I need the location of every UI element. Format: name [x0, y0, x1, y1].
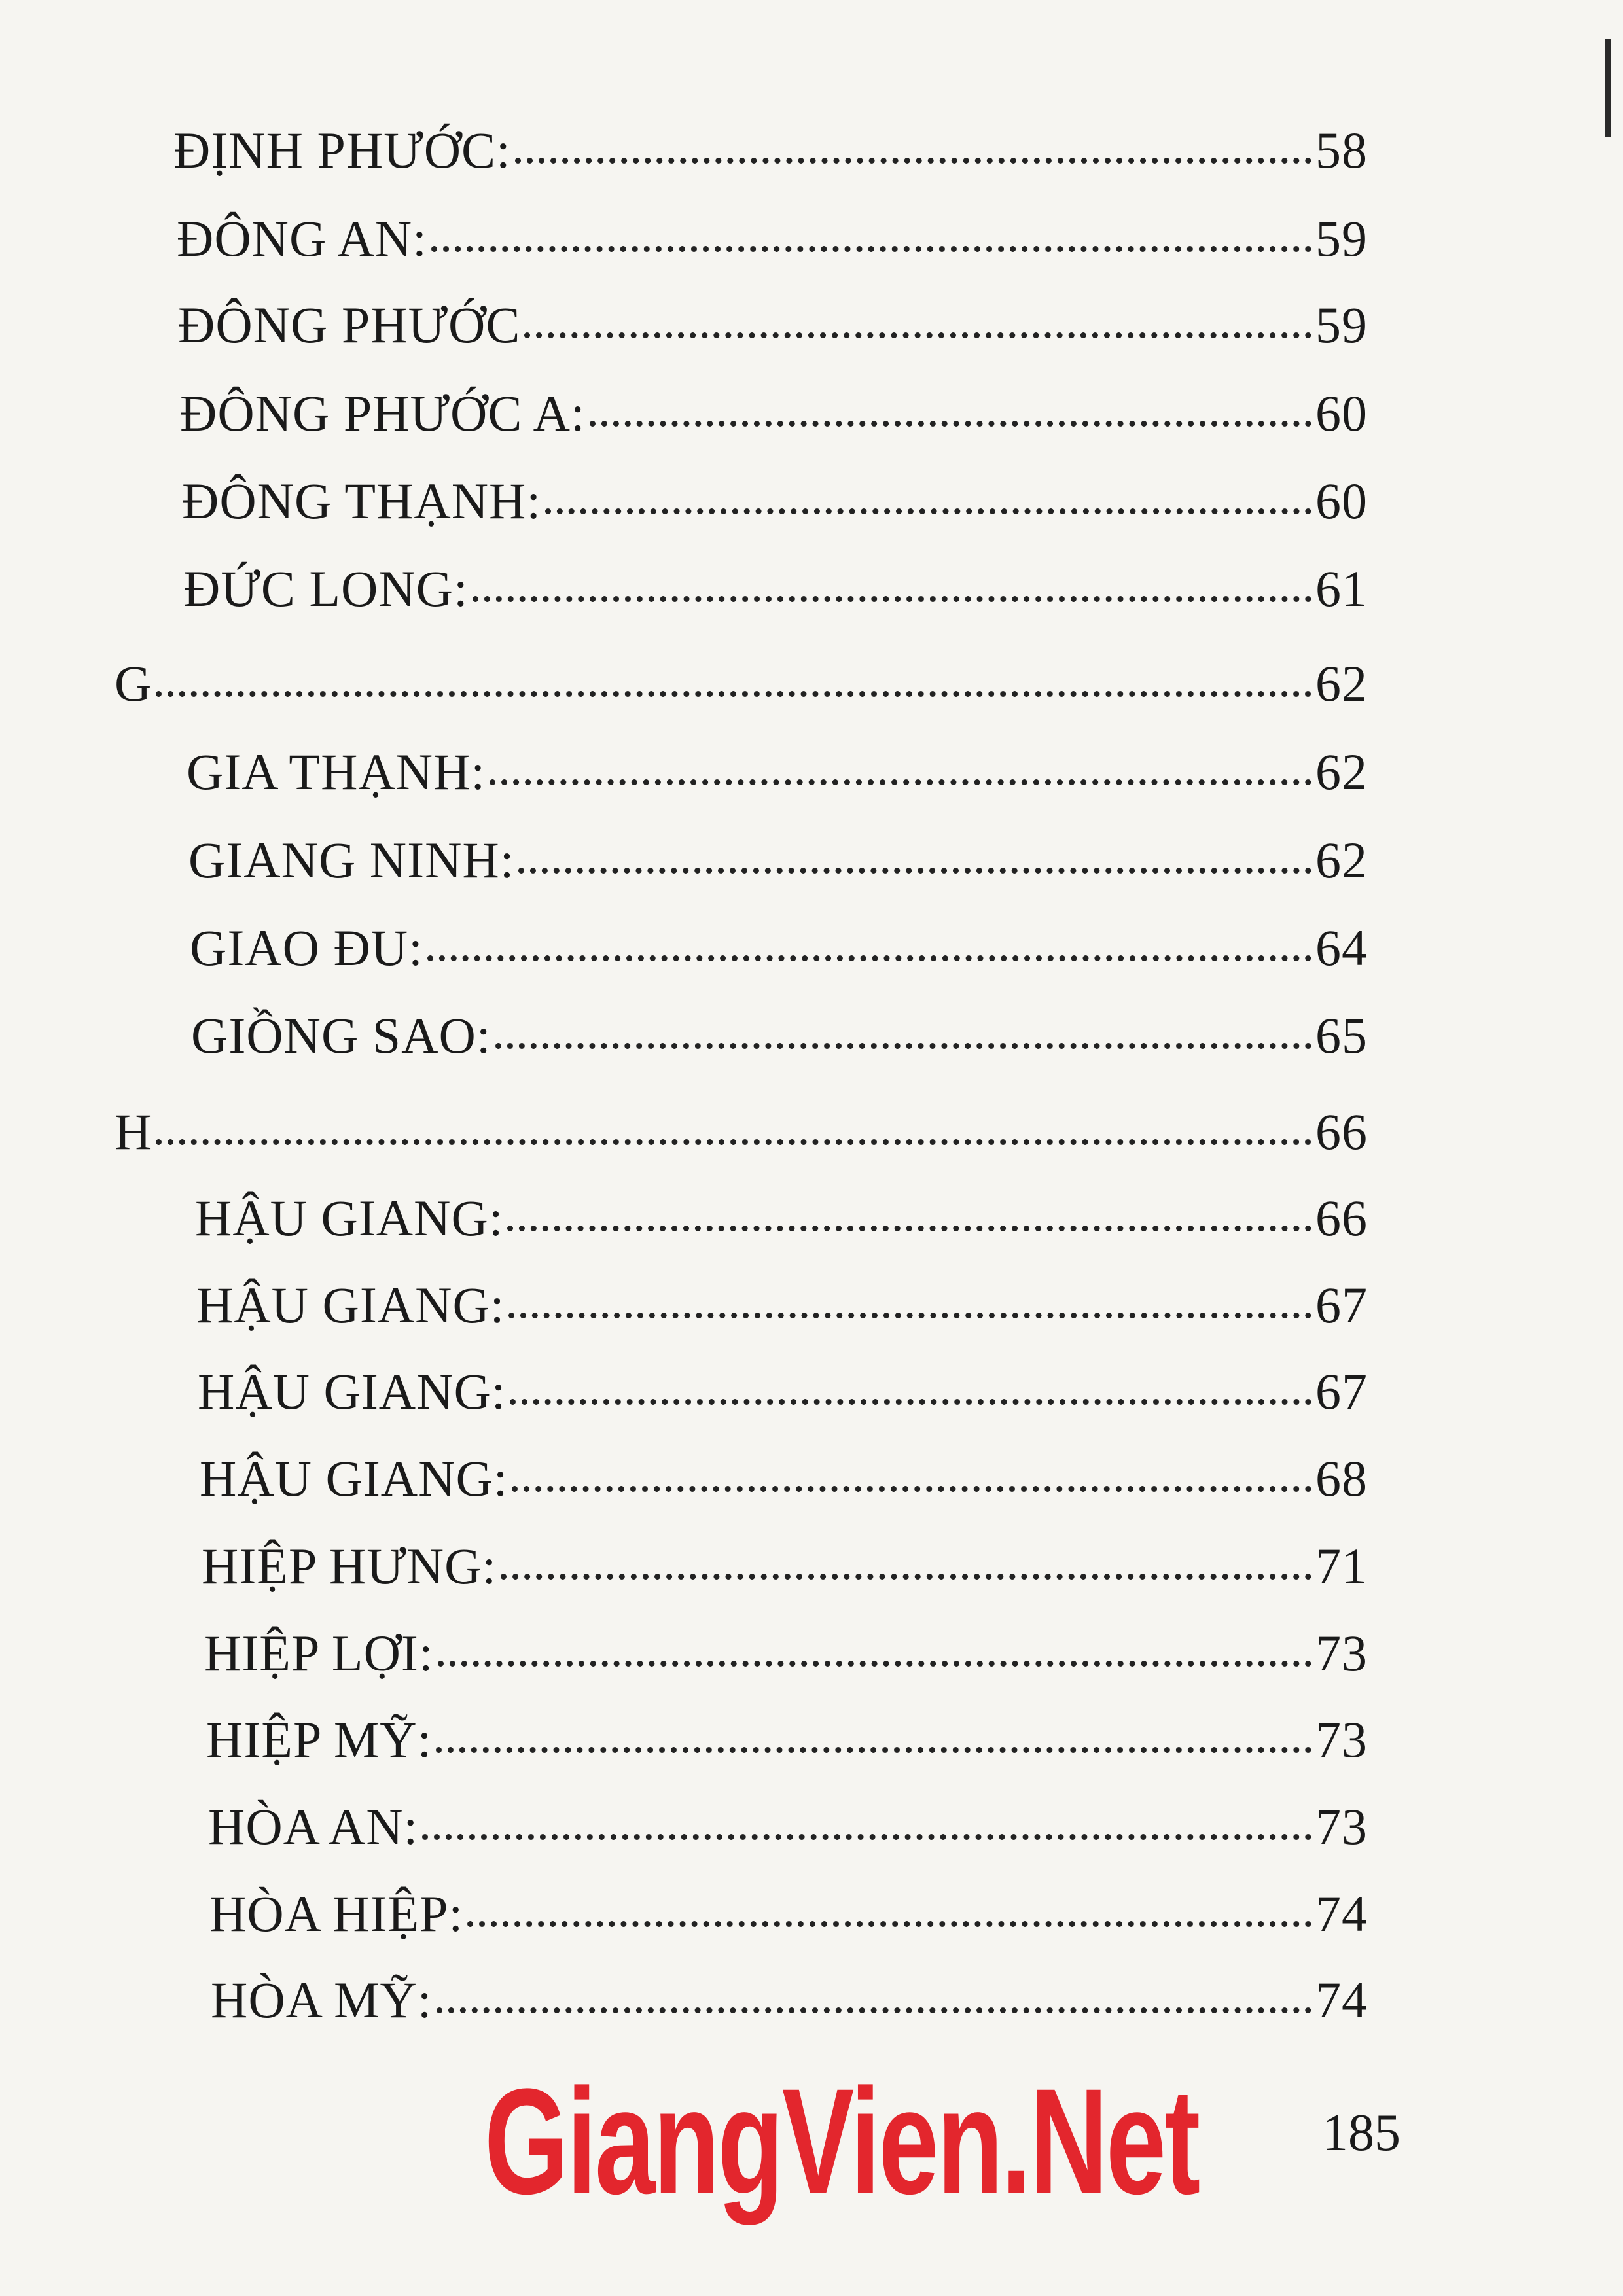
- toc-entry-page: 66: [1315, 1190, 1368, 1246]
- toc-entry-page: 73: [1315, 1711, 1368, 1768]
- toc-entry: [195, 1189, 1368, 1261]
- toc-entry-label: ĐÔNG PHƯỚC A:: [180, 385, 586, 442]
- dot-leader: [495, 1043, 1312, 1049]
- dot-leader: [508, 1313, 1311, 1318]
- toc-entry-label: ĐỨC LONG:: [183, 560, 469, 617]
- dot-leader: [510, 1399, 1311, 1405]
- dot-leader: [436, 1747, 1311, 1753]
- toc-entry-page: 60: [1315, 472, 1368, 529]
- dot-leader: [515, 158, 1311, 164]
- toc-entry: [187, 743, 1368, 815]
- toc-entry-page: 64: [1315, 919, 1368, 976]
- dot-leader: [501, 1574, 1311, 1580]
- toc-entry-page: 73: [1315, 1798, 1368, 1855]
- toc-entry-label: HÒA AN:: [208, 1798, 419, 1855]
- toc-entry: [183, 559, 1368, 631]
- dot-leader: [431, 246, 1311, 252]
- toc-entry-label: GIANG NINH:: [188, 832, 515, 889]
- toc-entry-label: HẬU GIANG:: [196, 1277, 505, 1333]
- toc-section-heading: [115, 654, 1368, 726]
- toc-entry-label: HIỆP MỸ:: [206, 1711, 433, 1768]
- toc-entry-label: G: [115, 655, 152, 712]
- toc-entry: [190, 919, 1368, 991]
- toc-entry: [177, 209, 1368, 281]
- toc-entry-label: HÒA MỸ:: [211, 1971, 433, 2028]
- toc-entry-page: 65: [1315, 1007, 1368, 1064]
- toc-entry-label: HÒA HIỆP:: [209, 1885, 464, 1942]
- toc-entry-label: HẬU GIANG:: [200, 1450, 508, 1507]
- dot-leader: [438, 1661, 1311, 1667]
- toc-entry: [204, 1624, 1368, 1696]
- toc-entry-page: 74: [1315, 1885, 1368, 1942]
- toc-entry-page: 62: [1315, 832, 1368, 889]
- watermark-logo: GiangVien.Net: [484, 2057, 1199, 2225]
- toc-entry-label: HIỆP LỢI:: [204, 1625, 434, 1682]
- dot-leader: [507, 1226, 1311, 1231]
- dot-leader: [427, 955, 1311, 961]
- toc-entry: [180, 384, 1368, 456]
- toc-entry: [202, 1537, 1368, 1609]
- toc-entry-label: ĐÔNG AN:: [177, 210, 427, 267]
- dot-leader: [473, 596, 1311, 602]
- toc-entry: [182, 472, 1368, 544]
- toc-entry: [188, 831, 1368, 903]
- toc-entry-page: 59: [1315, 296, 1368, 353]
- toc-entry: [196, 1276, 1368, 1348]
- toc-entry-label: HẬU GIANG:: [195, 1190, 504, 1246]
- toc-entry-page: 74: [1315, 1971, 1368, 2028]
- toc-entry-label: GIA THẠNH:: [187, 743, 486, 800]
- toc-entry: [208, 1797, 1368, 1869]
- toc-entry-page: 62: [1315, 655, 1368, 712]
- toc-entry-page: 60: [1315, 385, 1368, 442]
- toc-entry: [173, 121, 1368, 193]
- toc-entry-page: 67: [1315, 1363, 1368, 1420]
- toc-entry-label: HẬU GIANG:: [198, 1363, 507, 1420]
- toc-entry-label: GIỒNG SAO:: [191, 1007, 491, 1064]
- toc-entry-label: GIAO ĐU:: [190, 919, 423, 976]
- toc-entry-page: 59: [1315, 210, 1368, 267]
- dot-leader: [490, 779, 1311, 785]
- page-number: 185: [1322, 2104, 1400, 2162]
- dot-leader: [524, 332, 1311, 338]
- dot-leader: [156, 1139, 1311, 1145]
- dot-leader: [437, 2007, 1311, 2013]
- toc-entry-page: 68: [1315, 1450, 1368, 1507]
- toc-section-heading: [115, 1103, 1368, 1174]
- toc-entry-page: 73: [1315, 1625, 1368, 1682]
- toc-entry: [209, 1884, 1368, 1956]
- toc-entry-label: HIỆP HƯNG:: [202, 1538, 497, 1595]
- toc-entry-page: 66: [1315, 1103, 1368, 1160]
- toc-entry: [200, 1449, 1368, 1521]
- toc-entry: [178, 296, 1368, 368]
- toc-entry-label: ĐỊNH PHƯỚC:: [173, 122, 511, 179]
- dot-leader: [545, 508, 1311, 514]
- toc-entry: [191, 1006, 1368, 1078]
- toc-entry: [211, 1971, 1368, 2043]
- toc-entry-label: ĐÔNG THẠNH:: [182, 472, 542, 529]
- toc-entry-page: 62: [1315, 743, 1368, 800]
- toc-entry-page: 58: [1315, 122, 1368, 179]
- toc-entry-page: 67: [1315, 1277, 1368, 1333]
- toc-entry: [198, 1362, 1368, 1434]
- toc-entry-label: H: [115, 1103, 152, 1160]
- dot-leader: [512, 1486, 1311, 1492]
- toc-entry-page: 71: [1315, 1538, 1368, 1595]
- dot-leader: [467, 1921, 1311, 1927]
- toc-entry: [206, 1710, 1368, 1782]
- dot-leader: [518, 868, 1311, 874]
- dot-leader: [590, 421, 1311, 427]
- toc-entry-page: 61: [1315, 560, 1368, 617]
- dot-leader: [422, 1834, 1311, 1840]
- dot-leader: [156, 691, 1311, 697]
- toc-entry-label: ĐÔNG PHƯỚC: [178, 296, 521, 353]
